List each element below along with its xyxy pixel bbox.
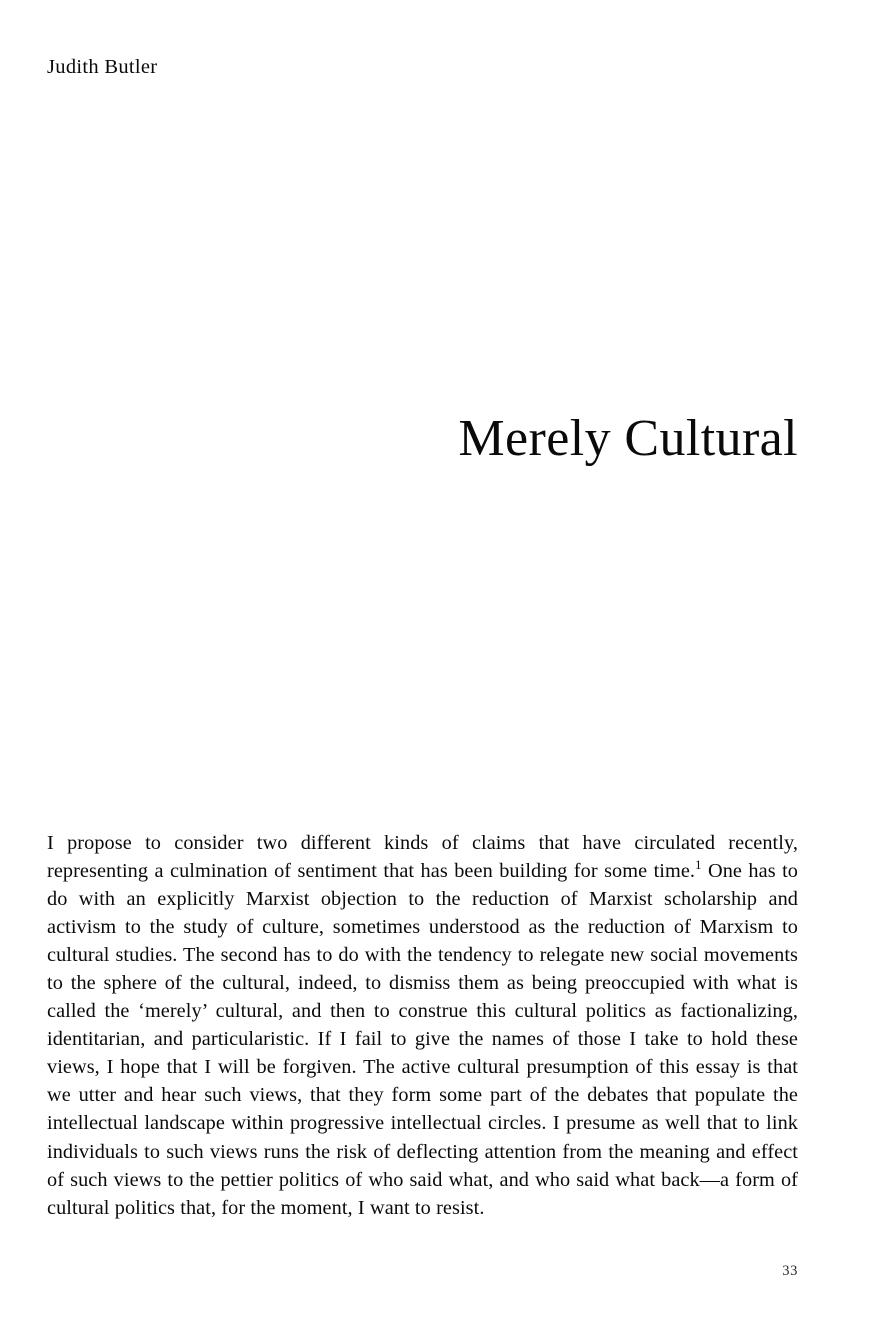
page-number: 33 — [782, 1263, 798, 1279]
body-text-segment-one: I propose to consider two different kinds of claims that have circulated recently, representing a culmination of sentiment that has been building for some time. — [47, 832, 798, 883]
footnote-reference-marker[interactable]: 1 — [695, 858, 702, 873]
body-text-column — [47, 829, 798, 1222]
body-text-segment-two: One has to do with an explicitly Marxist objection to the reduction of Marxist scholarship and activism to the study of culture, sometimes understood as the reduction of Marxism to cultural studies. The second has to do with the tendency to relegate new social movements to the sphere of the cultural, indeed, to dismiss them as being preoccupied with what is called the ‘merely’ cultural, and then to construe this cultural politics as factionalizing, identitarian, and particularistic. If I fail to give the names of those I take to hold these views, I hope that I will be forgiven. The active cultural presumption of this essay is that we utter and hear such views, that they form some part of the debates that populate the intellectual landscape within progressive intellectual circles. I presume as well that to link individuals to such views runs the risk of deflecting attention from the meaning and effect of such views to the pettier politics of who said what, and who said what back—a form of cultural politics that, for the moment, I want to resist. — [47, 860, 798, 1219]
chapter-title: Merely Cultural — [458, 410, 798, 467]
body-paragraph — [47, 829, 798, 1222]
running-head-author: Judith Butler — [47, 56, 158, 78]
title-block — [47, 408, 798, 470]
